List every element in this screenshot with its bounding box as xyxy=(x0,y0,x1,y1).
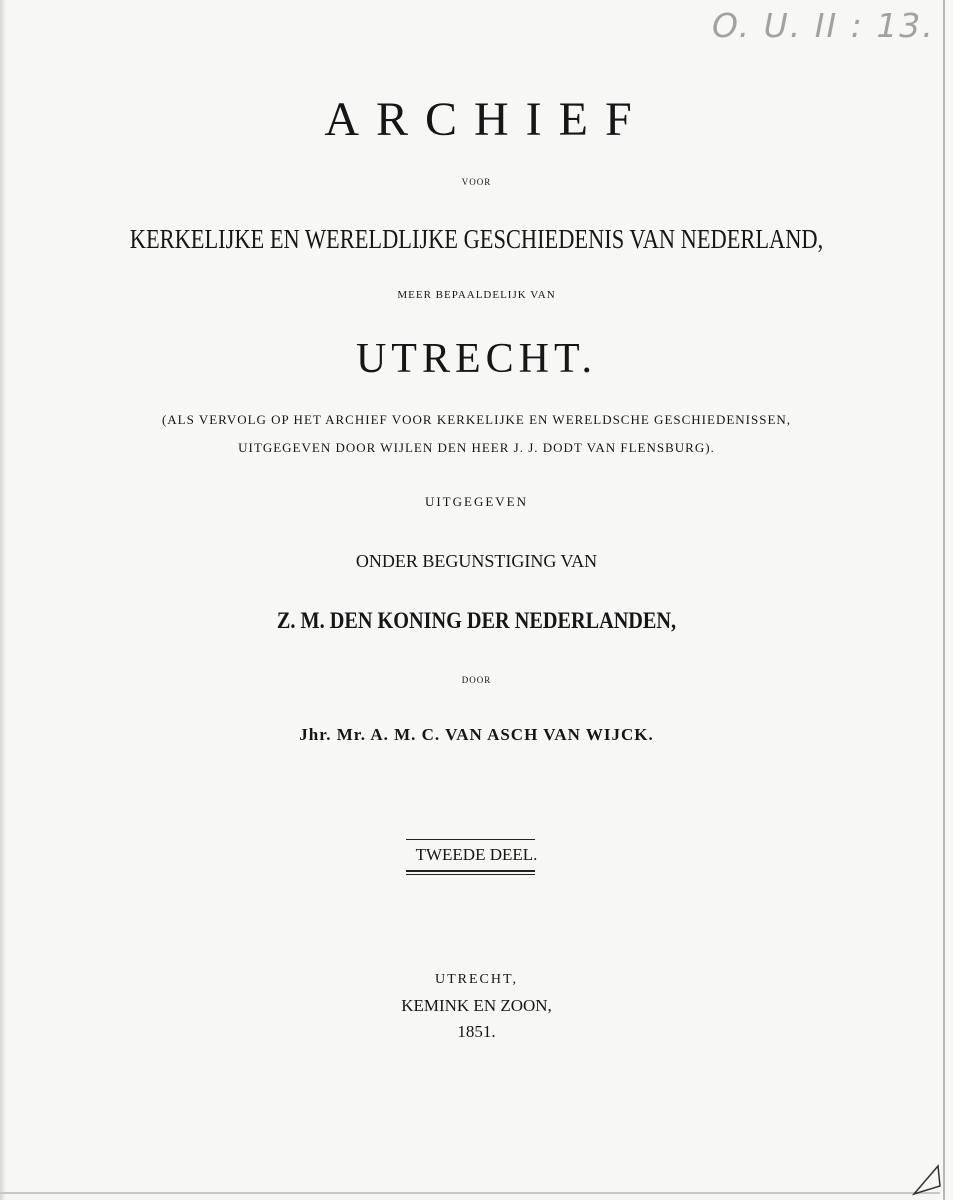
volume-label: TWEEDE DEEL. xyxy=(415,845,538,864)
connector-voor: VOOR xyxy=(461,177,492,187)
shelfmark-annotation: O. U. II : 13. xyxy=(712,6,935,45)
page-corner-icon xyxy=(910,1160,946,1196)
imprint-publisher: KEMINK EN ZOON, xyxy=(401,996,552,1015)
published-label: UITGEGEVEN xyxy=(424,494,529,509)
city-title: UTRECHT. xyxy=(355,336,598,382)
page-edge-bottom xyxy=(0,1192,940,1194)
volume-rule-bottom-thin xyxy=(406,874,535,875)
volume-rule-top xyxy=(406,839,535,840)
parenthetical-line-1: (ALS VERVOLG OP HET ARCHIEF VOOR KERKELIJKE EN WERELDSCHE GESCHIEDENISSEN, xyxy=(161,412,792,427)
patron-name: Z. M. DEN KONING DER NEDERLANDEN, xyxy=(276,608,677,633)
connector-meer: MEER BEPAALDELIJK VAN xyxy=(397,289,556,301)
patronage-label: ONDER BEGUNSTIGING VAN xyxy=(355,551,598,571)
volume-rule-bottom xyxy=(406,870,535,872)
connector-door: DOOR xyxy=(461,675,492,685)
imprint-city: UTRECHT, xyxy=(434,972,518,987)
book-title: ARCHIEF xyxy=(324,93,649,146)
book-subtitle: KERKELIJKE EN WERELDLIJKE GESCHIEDENIS VAN NEDERLAND, xyxy=(129,224,824,254)
parenthetical-line-2: UITGEGEVEN DOOR WIJLEN DEN HEER J. J. DODT VAN FLENSBURG). xyxy=(238,440,715,455)
author-name: Jhr. Mr. A. M. C. VAN ASCH VAN WIJCK. xyxy=(299,725,654,744)
imprint-year: 1851. xyxy=(457,1022,496,1041)
